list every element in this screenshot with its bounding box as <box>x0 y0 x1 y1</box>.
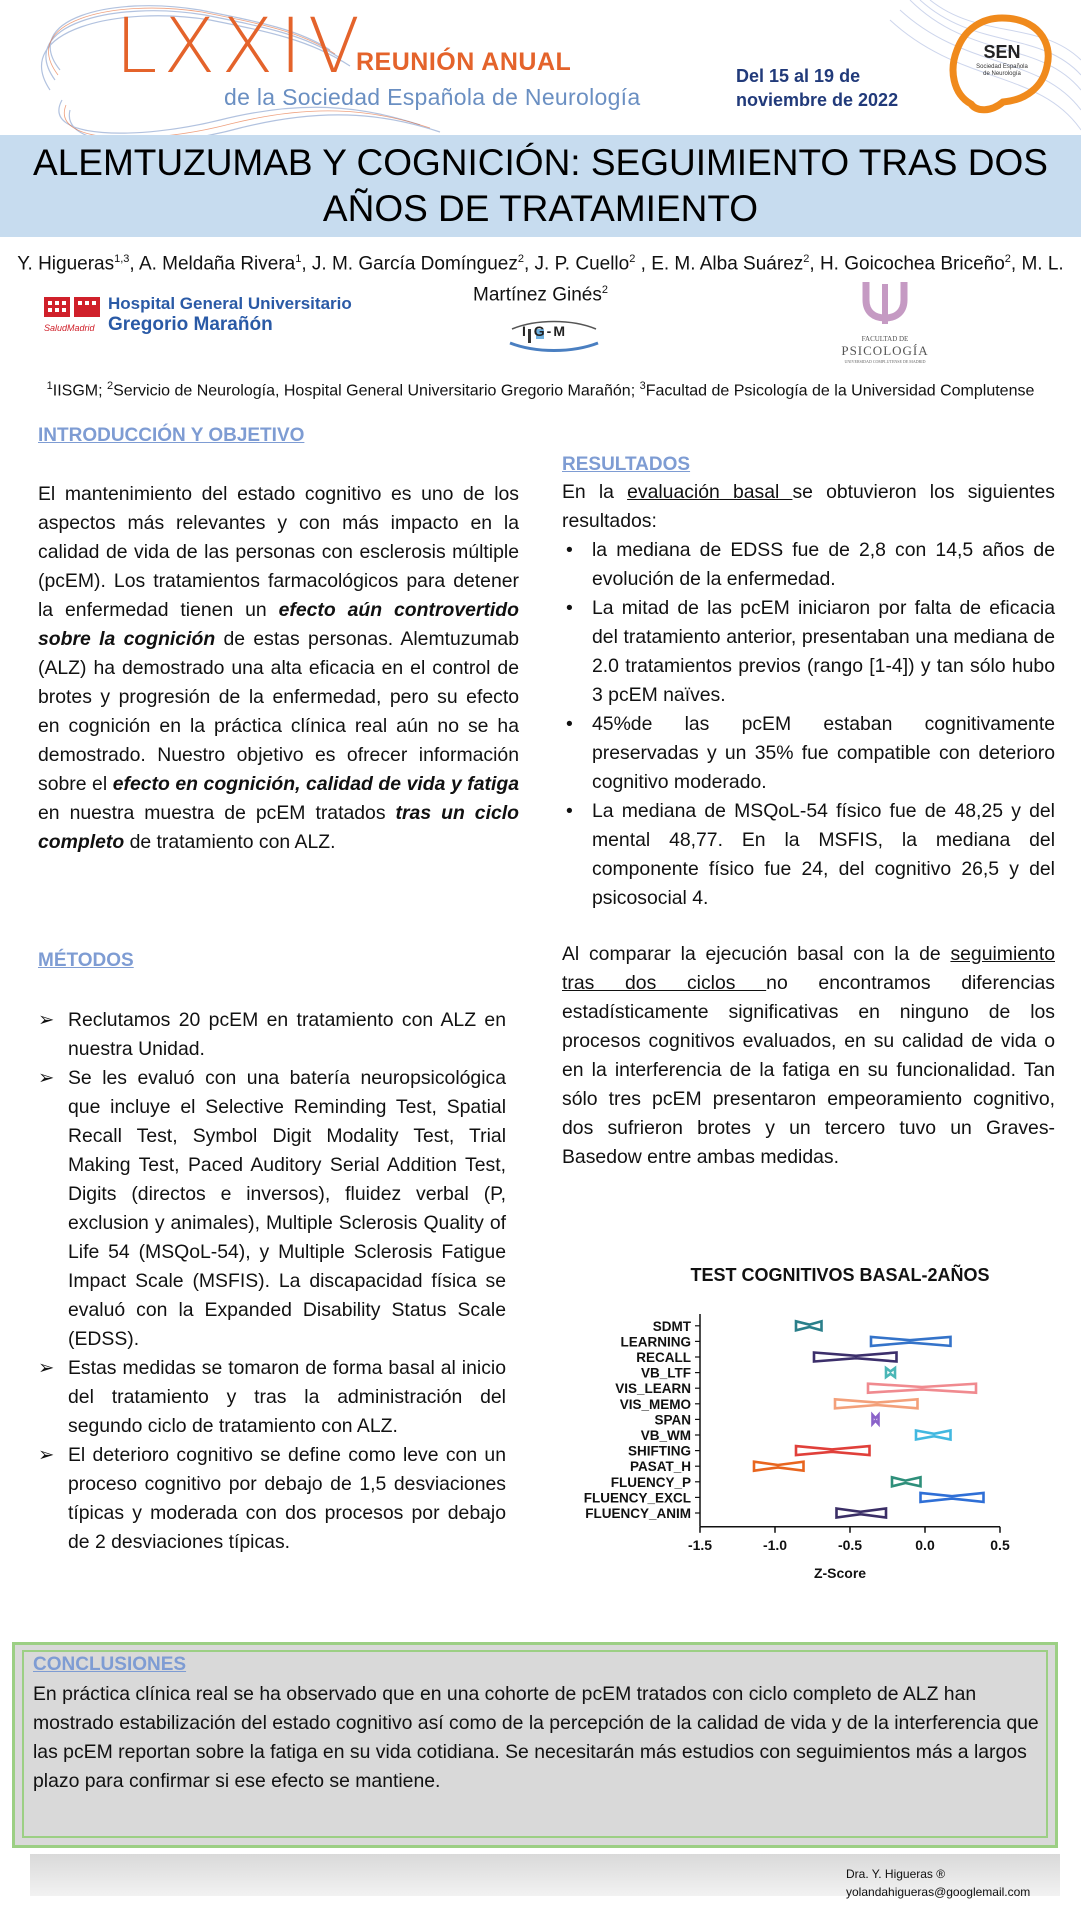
banner <box>0 0 1081 135</box>
hospital-logo-icon <box>44 295 104 323</box>
x-tick-label: -1.5 <box>687 1536 713 1553</box>
psicologia-sub: UNIVERSIDAD COMPLUTENSE DE MADRID <box>844 359 926 364</box>
y-category-label: PASAT_H <box>629 1459 691 1475</box>
results-item-text: 45%de las pcEM estaban cognitivamente preservadas y un 35% fue compatible con deterioro cognitivo moderado. <box>592 713 1055 793</box>
y-category-label: VIS_LEARN <box>615 1381 691 1397</box>
results-item <box>562 797 1055 913</box>
arrow-bullet-icon: ➢ <box>38 1009 55 1031</box>
results-item <box>562 536 1055 594</box>
results-heading: RESULTADOS <box>562 454 691 475</box>
box-vis-memo <box>835 1399 918 1408</box>
author-name: Y. Higueras <box>17 253 115 275</box>
author-affiliation-mark: 2 <box>629 253 636 265</box>
box-learning <box>871 1337 951 1346</box>
dates-line-1: Del 15 al 19 de <box>736 66 861 86</box>
affiliation-text: Servicio de Neurología, Hospital General Universitario Gregorio Marañón; <box>113 382 640 400</box>
y-category-label: SPAN <box>654 1412 691 1428</box>
intro-text-3: en nuestra muestra de pcEM tratados <box>38 802 396 824</box>
y-category-label: FLUENCY_EXCL <box>583 1490 691 1506</box>
results-item-text: La mitad de las pcEM iniciaron por falta de eficacia del tratamiento anterior, presentaban una mediana de 2.0 tratamientos previos (rango [1-4]) y tan sólo hubo 3 pcEM naïves. <box>592 597 1055 706</box>
intro-text-4: de tratamiento con ALZ. <box>124 831 336 853</box>
conclusions-heading: CONCLUSIONES <box>33 1654 187 1675</box>
methods-item <box>38 1441 506 1557</box>
hospital-name-line-2: Gregorio Marañón <box>108 314 273 335</box>
bullet-icon: • <box>566 800 573 822</box>
author-name: E. M. Alba Suárez <box>651 253 804 275</box>
affiliation-text: IISGM; <box>52 382 107 400</box>
society-label: de la Sociedad Española de Neurología <box>224 84 641 110</box>
y-category-label: VIS_MEMO <box>619 1396 691 1412</box>
x-axis-label: Z-Score <box>813 1564 867 1581</box>
author-affiliation-mark: 2 <box>517 253 524 265</box>
igm-logo <box>506 313 602 355</box>
psicologia-emblem-icon <box>860 280 910 328</box>
affiliation-text: Facultad de Psicología de la Universidad Complutense <box>645 382 1035 400</box>
results-item-text: la mediana de EDSS fue de 2,8 con 14,5 años de evolución de la enfermedad. <box>592 539 1055 590</box>
y-category-label: VB_WM <box>640 1428 691 1443</box>
title-line-1: ALEMTUZUMAB Y COGNICIÓN: SEGUIMIENTO TRAS DOS <box>33 142 1048 183</box>
affiliation-number: 2 <box>106 380 114 392</box>
x-tick-label: 0.5 <box>990 1536 1010 1553</box>
author-separator: , <box>129 253 139 275</box>
author-affiliation-mark: 1 <box>295 253 302 265</box>
results-comparison <box>562 940 1055 1172</box>
y-category-label: SDMT <box>652 1318 691 1334</box>
signature-name: Dra. Y. Higueras ® <box>846 1867 946 1881</box>
box-sdmt <box>796 1321 822 1330</box>
results-p2-post: no encontramos diferencias estadísticamente significativas en ninguno de los procesos cognitivos evaluados, en su calidad de vida o en la interferencia de la fatiga en su funcionalidad. Tan sólo tres pcEM presentaron empeoramiento cognitivo, dos sufrieron brotes y un tercero tuvo un Graves-Basedow entre ambas medidas. <box>562 972 1055 1168</box>
igm-logo-text: I G-M <box>522 323 567 339</box>
box-fluency-excl <box>921 1493 984 1502</box>
dates-line-2: noviembre de 2022 <box>736 90 899 110</box>
results-intro-pre: En la <box>562 481 628 503</box>
x-tick-label: 0.0 <box>915 1536 935 1553</box>
box-vb-wm <box>916 1431 951 1440</box>
author-affiliation-mark: 2 <box>803 253 810 265</box>
sen-logo-text: SEN <box>983 42 1021 62</box>
sen-logo-subtitle <box>947 64 1057 78</box>
zscore-chart <box>550 1252 1060 1582</box>
psicologia-logo <box>830 280 940 364</box>
results-p2-pre: Al comparar la ejecución basal con la de <box>562 943 951 965</box>
methods-item-text: El deterioro cognitivo se define como leve con un proceso cognitivo por debajo de 1,5 desviaciones típicas y moderada con dos procesos por debajo de 2 desviaciones típicas. <box>68 1444 506 1553</box>
intro-text-2: de estas personas. Alemtuzumab (ALZ) ha demostrado una alta eficacia en el control de brotes y progresión de la enfermedad, pero su efecto en cognición en la práctica clínica real aún no se ha demostrado. Nuestro objetivo es ofrecer información sobre el <box>38 628 519 795</box>
psicologia-main: PSICOLOGÍA <box>841 343 929 358</box>
results-item-text: La mediana de MSQoL-54 físico fue de 48,25 y del mental 48,77. En la MSFIS, la mediana del componente físico fue 24, del cognitivo 26,5 y del psicosocial 4. <box>592 800 1055 909</box>
author-name: J. P. Cuello <box>534 253 630 275</box>
author-name: A. Meldaña Rivera <box>138 253 296 275</box>
affiliation-number: 3 <box>639 380 646 392</box>
results-intro-underlined: evaluación basal <box>627 481 793 503</box>
salud-madrid-label: SaludMadrid <box>44 323 95 333</box>
y-category-label: FLUENCY_P <box>610 1474 691 1490</box>
signature-email: yolandahigueras@googlemail.com <box>846 1885 1031 1899</box>
arrow-bullet-icon: ➢ <box>38 1357 55 1379</box>
poster-title <box>20 140 1061 232</box>
box-vb-ltf <box>886 1368 895 1377</box>
affiliation-number: 1 <box>46 380 53 392</box>
arrow-bullet-icon: ➢ <box>38 1444 55 1466</box>
affiliations-line <box>10 380 1071 400</box>
methods-item-text: Reclutamos 20 pcEM en tratamiento con ALZ en nuestra Unidad. <box>68 1009 506 1060</box>
intro-paragraph <box>38 480 519 857</box>
sen-subtitle-line-1: Sociedad Española <box>976 64 1028 70</box>
intro-emphasis-2: efecto en cognición, calidad de vida y fatiga <box>112 773 519 795</box>
methods-item <box>38 1006 506 1064</box>
author-name: H. Goicochea Briceño <box>819 253 1005 275</box>
results-item <box>562 594 1055 710</box>
author-affiliation-mark: 2 <box>1004 253 1011 265</box>
results-item <box>562 710 1055 797</box>
intro-text-1: El mantenimiento del estado cognitivo es uno de los aspectos más relevantes y con más impacto en la calidad de vida de las personas con esclerosis múltiple (pcEM). Los tratamientos farmacológicos para detener la enfermedad tienen un <box>38 483 519 621</box>
author-affiliation-mark: 1,3 <box>114 253 130 265</box>
signature <box>846 1865 1030 1901</box>
intro-heading: INTRODUCCIÓN Y OBJETIVO <box>38 425 305 446</box>
meeting-label: REUNIÓN ANUAL <box>356 48 572 76</box>
author-separator: , <box>809 253 820 275</box>
author-name: J. M. García Domínguez <box>311 253 518 275</box>
author-separator: , <box>635 253 652 275</box>
methods-list <box>38 1006 506 1557</box>
box-pasat-h <box>754 1462 804 1471</box>
bullet-icon: • <box>566 539 573 561</box>
methods-item-text: Estas medidas se tomaron de forma basal al inicio del tratamiento y tras la administración del segundo ciclo de tratamiento con ALZ. <box>68 1357 506 1437</box>
sen-subtitle-line-2: de Neurología <box>983 71 1021 77</box>
psicologia-top: FACULTAD DE <box>861 335 909 343</box>
hospital-name-line-1: Hospital General Universitario <box>108 294 352 313</box>
intro-emphasis-1: efecto aún controvertido sobre la cognición <box>38 599 519 650</box>
chart-title: TEST COGNITIVOS BASAL-2AÑOS <box>690 1265 990 1285</box>
box-recall <box>814 1353 897 1362</box>
author-affiliation-mark: 2 <box>601 284 608 297</box>
box-shifting <box>796 1446 870 1455</box>
box-fluency-p <box>892 1477 921 1486</box>
methods-item <box>38 1354 506 1441</box>
author-separator: , <box>523 253 535 275</box>
arrow-bullet-icon: ➢ <box>38 1067 55 1089</box>
results-intro <box>562 478 1055 536</box>
y-category-label: SHIFTING <box>628 1443 691 1459</box>
author-name: M. L. Martínez Ginés <box>473 253 1064 306</box>
bullet-icon: • <box>566 597 573 619</box>
methods-item <box>38 1064 506 1354</box>
conclusions-text: En práctica clínica real se ha observado que en una cohorte de pcEM tratados con ciclo completo de ALZ han mostrado estabilización del estado cognitivo así como de la percepción de la calidad de vida y de la interferencia que las pcEM reportan sobre la fatiga en su vida cotidiana. Se necesitarán más estudios con seguimientos más a largos plazo para confirmar si ese efecto se mantiene. <box>33 1683 1039 1792</box>
edition-numeral: LXXIV <box>115 1 366 90</box>
y-category-label: VB_LTF <box>641 1365 691 1381</box>
x-tick-label: -1.0 <box>762 1536 788 1553</box>
box-fluency-anim <box>837 1509 887 1518</box>
y-category-label: LEARNING <box>620 1334 691 1350</box>
author-separator: , <box>1010 253 1022 275</box>
methods-item-text: Se les evaluó con una batería neuropsicológica que incluye el Selective Reminding Test, Spatial Recall Test, Symbol Digit Modality Test, Trial Making Test, Paced Auditory Serial Addition Test, Digits (directos e inversos), fluidez verbal (P, exclusion y animales), Multiple Sclerosis Quality of Life 54 (MSQoL-54), y Multiple Sclerosis Fatigue Impact Scale (MSFIS). La discapacidad física se evaluó con la Expanded Disability Status Scale (EDSS). <box>68 1067 506 1350</box>
y-category-label: FLUENCY_ANIM <box>585 1506 691 1521</box>
bullet-icon: • <box>566 713 573 735</box>
x-tick-label: -0.5 <box>837 1536 863 1553</box>
title-line-2: AÑOS DE TRATAMIENTO <box>322 188 759 229</box>
author-separator: , <box>301 253 312 275</box>
results-intro-post: se obtuvieron los siguientes resultados: <box>562 481 1056 532</box>
methods-heading: MÉTODOS <box>38 950 134 971</box>
event-dates <box>736 64 916 112</box>
results-list <box>562 536 1055 913</box>
box-span <box>873 1415 879 1424</box>
intro-emphasis-3: tras un ciclo completo <box>38 802 519 853</box>
results-p2-underlined: seguimiento tras dos ciclos <box>562 943 1055 994</box>
box-vis-learn <box>868 1384 976 1393</box>
y-category-label: RECALL <box>636 1350 691 1365</box>
